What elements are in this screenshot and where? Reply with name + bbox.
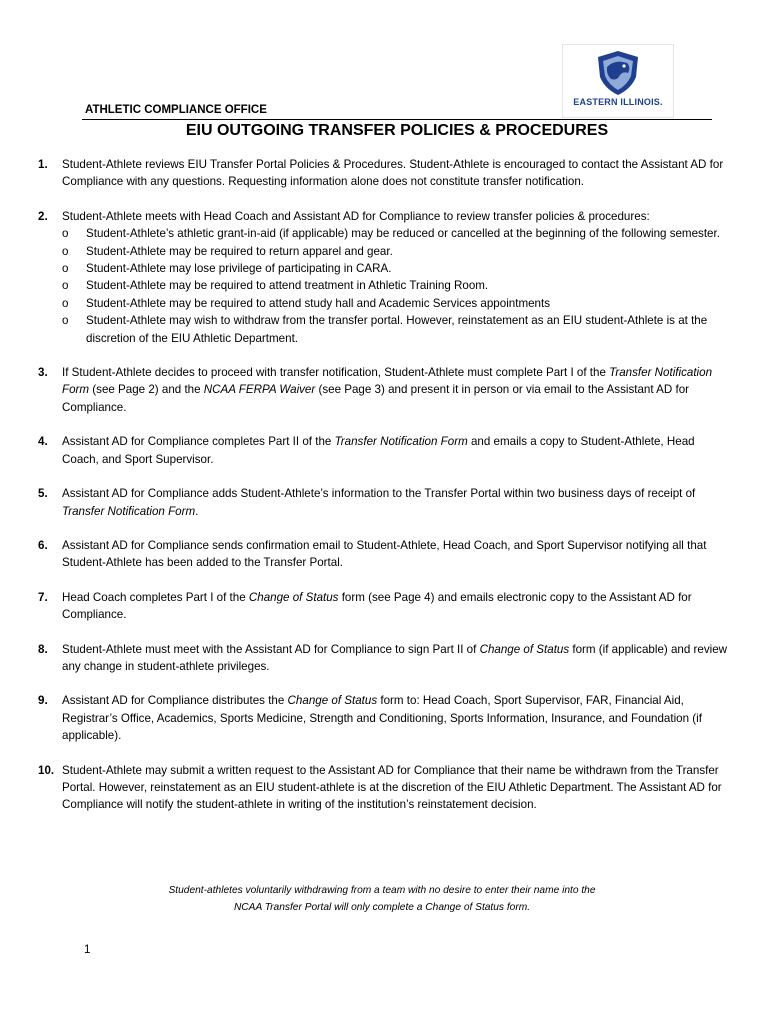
sub-list-item: o Student-Athlete may be required to attend treatment in Athletic Training Room. <box>62 277 728 294</box>
item-text: Student-Athlete meets with Head Coach and Assistant AD for Compliance to review transfer policies & procedures: <box>62 209 650 223</box>
form-name: Transfer Notification Form <box>62 366 713 397</box>
office-heading: ATHLETIC COMPLIANCE OFFICE <box>85 104 267 116</box>
item-text: Student-Athlete reviews EIU Transfer Portal Policies & Procedures. Student-Athlete is encouraged to contact the Assistant AD for Compliance with any questions. Requesting information alone does not constitute transfer notification. <box>62 158 724 189</box>
logo-wordmark: EASTERN ILLINOIS. <box>573 97 663 107</box>
form-name: Change of Status <box>248 590 339 604</box>
bullet-icon: o <box>62 296 69 310</box>
item-number: 1. <box>38 158 48 171</box>
list-item: 4. Assistant AD for Compliance completes Part II of the Transfer Notification Form and emails a copy to Student-Athlete, Head Coach, and Sport Supervisor. <box>38 435 695 466</box>
bullet-icon: o <box>62 262 69 276</box>
item-number: 9. <box>38 694 48 708</box>
sub-list-item: o Student-Athlete may be required to return apparel and gear. <box>62 243 728 260</box>
item-number: 4. <box>38 435 48 449</box>
sub-list-item: o Student-Athlete may wish to withdraw from the transfer portal. However, reinstatement as an EIU student-Athlete is at the discretion of the EIU Athletic Department. <box>62 314 708 345</box>
header-divider <box>82 119 712 120</box>
panther-shield-icon <box>593 49 643 97</box>
list-item: 9. Assistant AD for Compliance distributes the Change of Status form to: Head Coach, Sport Supervisor, FAR, Financial Aid, Registrar’s Office, Academics, Sports Medicine, Strength and Conditioning, Sports Information, Insurance, and Foundation (if applicable). <box>38 694 702 743</box>
item-number: 7. <box>38 590 48 604</box>
item-number: 5. <box>38 487 48 501</box>
procedure-list <box>38 156 728 814</box>
form-name: Change of Status <box>479 642 570 656</box>
bullet-icon: o <box>62 227 69 241</box>
item-number: 8. <box>38 642 48 656</box>
list-item: 8. Student-Athlete must meet with the Assistant AD for Compliance to sign Part II of Change of Status form (if applicable) and review any change in student-athlete privileges. <box>38 642 728 673</box>
item-number: 10. <box>38 763 55 777</box>
list-item <box>38 762 728 814</box>
page-title: EIU OUTGOING TRANSFER POLICIES & PROCEDURES <box>185 122 609 139</box>
item-number: 3. <box>38 366 48 380</box>
sub-list-item: o Student-Athlete may lose privilege of participating in CARA. <box>62 260 728 277</box>
list-item: 3. If Student-Athlete decides to proceed with transfer notification, Student-Athlete must complete Part I of the Transfer Notification Form (see Page 2) and the NCAA FERPA Waiver (see Page 3) and present it in person or via email to the Assistant AD for Compliance. <box>38 366 713 414</box>
item-text: Assistant AD for Compliance sends confirmation email to Student-Athlete, Head Coach, and Sport Supervisor notifying all that Student-Athlete has been added to the Transfer Portal. <box>62 538 707 570</box>
eastern-illinois-logo <box>562 44 674 118</box>
page-number: 1 <box>84 944 91 956</box>
form-name: Transfer Notification Form <box>62 504 196 518</box>
list-item: 7. Head Coach completes Part I of the Change of Status form (see Page 4) and emails electronic copy to the Assistant AD for Compliance. <box>38 590 692 622</box>
form-name: Change of Status <box>287 694 378 708</box>
bullet-icon: o <box>62 314 69 328</box>
sub-list-item: o Student-Athlete may be required to attend study hall and Academic Services appointments <box>62 295 728 312</box>
list-item <box>38 156 728 191</box>
form-name: Transfer Notification Form <box>334 435 468 449</box>
item-number: 6. <box>38 538 48 552</box>
sub-list <box>62 225 728 347</box>
item-text: Student-Athlete may submit a written request to the Assistant AD for Compliance that their name be withdrawn from the Transfer Portal. However, reinstatement as an EIU student-athlete is at the discretion of the EIU Athletic Department. The Assistant AD for Compliance will notify the student-athlete in writing of the institution’s reinstatement decision. <box>62 763 722 812</box>
item-number: 2. <box>38 209 48 223</box>
list-item: 5. Assistant AD for Compliance adds Student-Athlete’s information to the Transfer Portal within two business days of receipt of Transfer Notification Form. <box>38 487 696 518</box>
bullet-icon: o <box>62 279 69 293</box>
list-item <box>38 537 728 572</box>
form-name: NCAA FERPA Waiver <box>203 383 316 397</box>
list-item <box>38 208 728 347</box>
sub-list-item: o Student-Athlete’s athletic grant-in-aid (if applicable) may be reduced or cancelled at the beginning of the following semester. <box>62 225 728 242</box>
footnote: Student-athletes voluntarily withdrawing from a team with no desire to enter their name into the NCAA Transfer Portal will only complete a Change of Status form. <box>168 885 596 913</box>
bullet-icon: o <box>62 244 69 258</box>
